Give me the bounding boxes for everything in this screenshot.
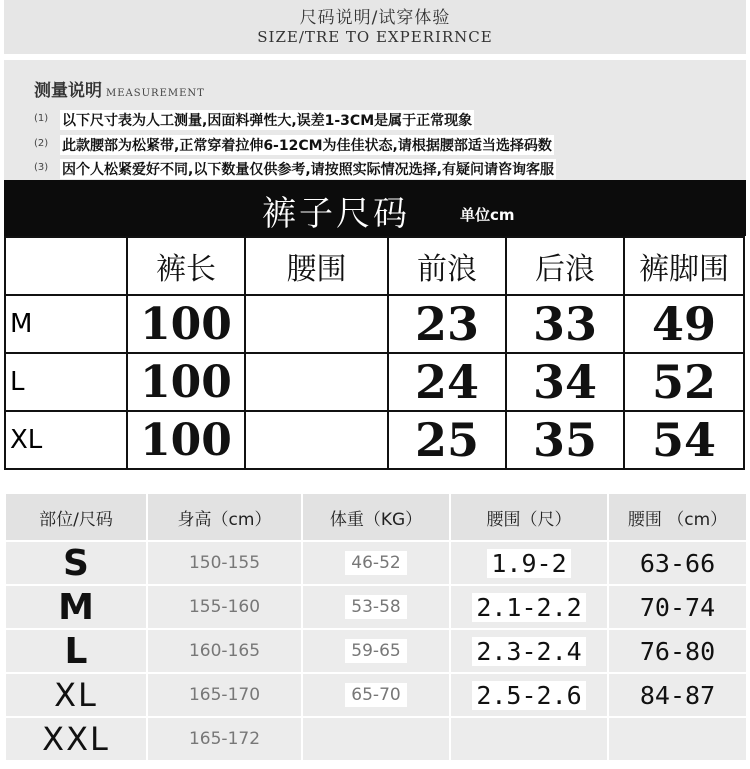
- back-rise-value: 34: [506, 353, 624, 411]
- header-cell: 身高（cm）: [147, 493, 302, 541]
- waist-chi-text: 2.3-2.4: [472, 637, 585, 666]
- header-cell: 裤脚围: [624, 237, 744, 295]
- note-text: 因个人松紧爱好不同,以下数量仅供参考,请按照实际情况选择,有疑问请咨询客服: [60, 159, 556, 179]
- note-number: (2): [34, 138, 49, 149]
- weight-range-text: 59-65: [345, 639, 406, 663]
- table-row: [5, 411, 744, 469]
- table-row: [5, 295, 744, 353]
- waist-chi-range: [450, 629, 608, 673]
- size-label: XXL: [5, 717, 147, 761]
- weight-range-text: 65-70: [345, 683, 406, 707]
- header-cell: 裤长: [127, 237, 245, 295]
- header-cell: 后浪: [506, 237, 624, 295]
- waist-chi-range: [450, 541, 608, 585]
- height-range: 155-160: [147, 585, 302, 629]
- weight-range-text: 53-58: [345, 595, 406, 619]
- waist-chi-text: 2.1-2.2: [472, 593, 585, 622]
- waist-cm-range: 63-66: [608, 541, 747, 585]
- size-label: L: [5, 353, 127, 411]
- back-rise-value: 35: [506, 411, 624, 469]
- front-rise-value: 24: [388, 353, 506, 411]
- measurement-title-cn: 测量说明: [34, 81, 102, 101]
- waist-cm-range: 76-80: [608, 629, 747, 673]
- weight-range: [302, 541, 450, 585]
- size-label: L: [5, 629, 147, 673]
- table-row: [5, 717, 747, 761]
- table-row: [5, 629, 747, 673]
- height-range: 150-155: [147, 541, 302, 585]
- pants-length-value: 100: [127, 411, 245, 469]
- size-label: XL: [5, 411, 127, 469]
- table-row: [5, 585, 747, 629]
- table-row: [5, 353, 744, 411]
- header-cell: 腰围（尺）: [450, 493, 608, 541]
- header-cell: 腰围: [245, 237, 388, 295]
- header-cell: 体重（KG）: [302, 493, 450, 541]
- pants-chart-title: 裤子尺码: [262, 194, 410, 234]
- waist-chi-range: [450, 585, 608, 629]
- weight-range: [302, 717, 450, 761]
- measurement-title: [34, 76, 205, 101]
- weight-range: [302, 629, 450, 673]
- waist-cm-range: [608, 717, 747, 761]
- waist-cm-range: 70-74: [608, 585, 747, 629]
- height-range: 165-172: [147, 717, 302, 761]
- front-rise-value: 25: [388, 411, 506, 469]
- table-header-row: [5, 237, 744, 295]
- measurement-section: [4, 60, 746, 180]
- height-range: 165-170: [147, 673, 302, 717]
- header-title-cn: 尺码说明/试穿体验: [299, 8, 451, 28]
- pants-size-table: [4, 236, 745, 470]
- waist-chi-range: [450, 673, 608, 717]
- hem-value: 54: [624, 411, 744, 469]
- header-cell: [5, 237, 127, 295]
- height-range: 160-165: [147, 629, 302, 673]
- hem-value: 52: [624, 353, 744, 411]
- weight-range: [302, 585, 450, 629]
- size-label: S: [5, 541, 147, 585]
- size-label: M: [5, 295, 127, 353]
- size-label: M: [5, 585, 147, 629]
- hem-value: 49: [624, 295, 744, 353]
- front-rise-value: 23: [388, 295, 506, 353]
- weight-range-text: 46-52: [345, 551, 406, 575]
- measurement-title-en: MEASUREMENT: [106, 88, 205, 99]
- header-title-en: SIZE/TRE TO EXPERIRNCE: [257, 28, 493, 46]
- waist-chi-text: 2.5-2.6: [472, 681, 585, 710]
- note-text: 此款腰部为松紧带,正常穿着拉伸6-12CM为佳佳状态,请根据腰部适当选择码数: [60, 135, 554, 155]
- table-row: [5, 673, 747, 717]
- waist-value: [245, 353, 388, 411]
- note-text: 以下尺寸表为人工测量,因面料弹性大,误差1-3CM是属于正常现象: [60, 110, 474, 130]
- header-cell: 部位/尺码: [5, 493, 147, 541]
- waist-value: [245, 411, 388, 469]
- waist-chi-text: 1.9-2: [487, 549, 570, 578]
- weight-range: [302, 673, 450, 717]
- table-row: [5, 541, 747, 585]
- pants-length-value: 100: [127, 295, 245, 353]
- pants-length-value: 100: [127, 353, 245, 411]
- header-cell: 前浪: [388, 237, 506, 295]
- pants-chart-unit: 单位cm: [460, 206, 515, 224]
- body-size-table: [4, 492, 748, 762]
- waist-cm-range: 84-87: [608, 673, 747, 717]
- note-number: (1): [34, 113, 49, 124]
- waist-value: [245, 295, 388, 353]
- size-label: XL: [5, 673, 147, 717]
- header-banner: [4, 0, 746, 54]
- table-header-row: [5, 493, 747, 541]
- back-rise-value: 33: [506, 295, 624, 353]
- pants-chart-title-bar: [4, 180, 746, 236]
- header-cell: 腰围 （cm）: [608, 493, 747, 541]
- note-number: (3): [34, 162, 49, 173]
- waist-chi-range: [450, 717, 608, 761]
